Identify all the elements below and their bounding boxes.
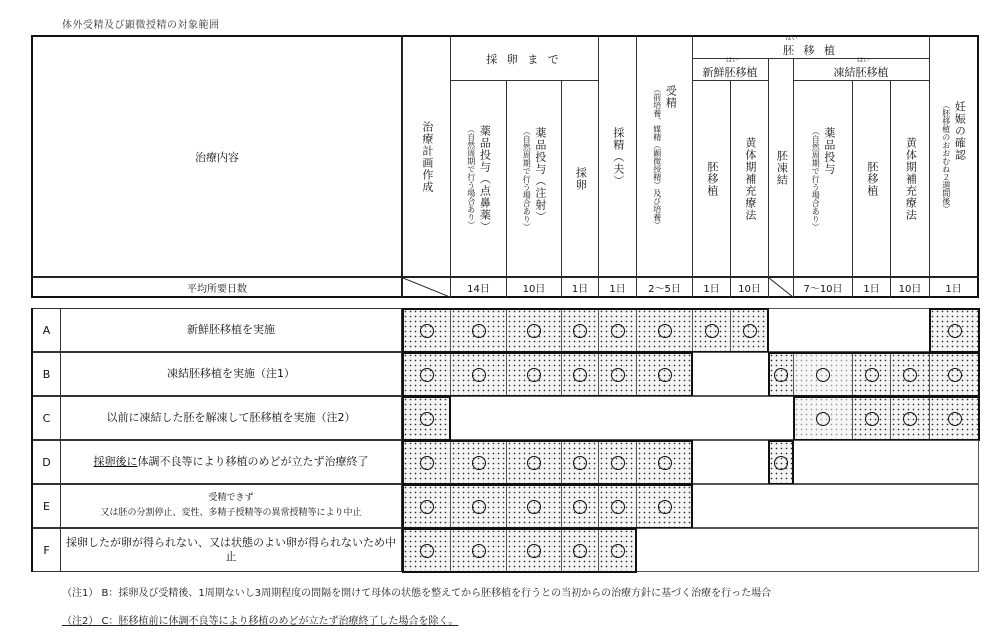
circle-mark-icon: [903, 368, 917, 382]
circle-mark-icon: [573, 368, 587, 382]
mark-cell: [506, 352, 562, 397]
mark-cell: [598, 440, 637, 485]
frozen-transfer-label: 凍結胚移植: [833, 66, 889, 79]
mark-cell: [450, 308, 507, 353]
col-fresh-transfer: 胚移植: [705, 160, 719, 197]
circle-mark-icon: [705, 324, 719, 338]
mark-cell: [402, 352, 451, 397]
circle-mark-icon: [658, 368, 672, 382]
mark-cell: [450, 528, 507, 573]
circle-mark-icon: [573, 456, 587, 470]
circle-mark-icon: [573, 324, 587, 338]
col-embryo-freezing: 胚凍結: [775, 149, 789, 186]
row-content: [60, 308, 402, 352]
circle-mark-icon: [774, 368, 788, 382]
mark-cell: [506, 484, 562, 529]
mark-cell: [598, 484, 637, 529]
mark-cell: [598, 308, 637, 353]
mark-cell: [768, 352, 794, 397]
row-label: E: [31, 484, 61, 528]
mark-cell: [636, 484, 693, 529]
days-fresh-transfer: 1日: [703, 284, 720, 295]
mark-cell: [692, 308, 731, 353]
circle-mark-icon: [948, 324, 962, 338]
mark-cell: [636, 308, 693, 353]
mark-cell: [929, 352, 980, 397]
treatment-content-header: 治療内容: [195, 150, 239, 164]
circle-mark-icon: [816, 412, 830, 426]
mark-cell: [506, 528, 562, 573]
col-frozen-drug: 薬品投与 （自然周期で行う場合あり）: [811, 126, 836, 231]
mark-cell: [730, 308, 769, 353]
circle-mark-icon: [865, 412, 879, 426]
mark-cell: [506, 440, 562, 485]
circle-mark-icon: [816, 368, 830, 382]
circle-mark-icon: [527, 456, 541, 470]
row-content-text: 以前に凍結した胚を解凍して胚移植を実施（注2）: [106, 411, 356, 425]
circle-mark-icon: [420, 368, 434, 382]
days-fresh-luteal: 10日: [738, 284, 761, 295]
circle-mark-icon: [948, 412, 962, 426]
ruby-hai: はい: [856, 57, 869, 64]
mark-cell: [561, 528, 599, 573]
ruby-hai: はい: [785, 35, 798, 42]
document-title: 体外受精及び顕微授精の対象範囲: [62, 20, 220, 31]
row-content-underlined: 採卵後に: [93, 455, 138, 469]
mark-cell: [506, 308, 562, 353]
days-sperm-collection: 1日: [609, 284, 626, 295]
col-pregnancy-check: 妊娠の確認 （胚移植のおおむね２週間後）: [941, 100, 967, 213]
group-until-egg-retrieval: 採 卵 ま で: [486, 52, 562, 66]
days-egg-retrieval: 1日: [571, 284, 589, 295]
circle-mark-icon: [903, 412, 917, 426]
row-content-text: 凍結胚移植を実施（注1）: [167, 367, 295, 381]
row-content: [60, 528, 402, 572]
circle-mark-icon: [611, 544, 625, 558]
mark-cell: [402, 440, 451, 485]
circle-mark-icon: [658, 456, 672, 470]
days-pregnancy-check: 1日: [945, 284, 962, 295]
mark-cell: [402, 396, 451, 441]
circle-mark-icon: [948, 368, 962, 382]
mark-cell: [402, 308, 451, 353]
embryo-transfer-label: 胚 移 植: [783, 44, 838, 57]
circle-mark-icon: [420, 412, 434, 426]
row-content-text: 体調不良等により移植のめどが立たず治療終了: [137, 455, 369, 469]
circle-mark-icon: [865, 368, 879, 382]
row-content: [60, 396, 402, 440]
circle-mark-icon: [611, 368, 625, 382]
days-frozen-drug: 7〜10日: [803, 284, 843, 295]
days-fertilization: 2〜5日: [648, 284, 681, 295]
circle-mark-icon: [774, 456, 788, 470]
days-drug-nasal: 14日: [467, 284, 490, 295]
mark-cell: [636, 352, 693, 397]
circle-mark-icon: [611, 324, 625, 338]
average-days-label: 平均所要日数: [187, 284, 247, 295]
circle-mark-icon: [472, 500, 486, 514]
circle-mark-icon: [472, 368, 486, 382]
mark-cell: [561, 308, 599, 353]
circle-mark-icon: [527, 368, 541, 382]
circle-mark-icon: [527, 544, 541, 558]
mark-cell: [852, 352, 891, 397]
col-frozen-transfer: 胚移植: [865, 160, 879, 197]
col-drug-injection: 薬品投与（注射） （自然周期で行う場合あり）: [522, 126, 547, 231]
circle-mark-icon: [420, 324, 434, 338]
mark-cell: [890, 396, 930, 441]
col-frozen-luteal: 黄体期補充療法: [904, 136, 918, 221]
circle-mark-icon: [743, 324, 757, 338]
circle-mark-icon: [573, 500, 587, 514]
circle-mark-icon: [611, 456, 625, 470]
circle-mark-icon: [611, 500, 625, 514]
days-frozen-luteal: 10日: [898, 284, 922, 295]
circle-mark-icon: [527, 324, 541, 338]
ruby-hai: はい: [725, 57, 738, 64]
mark-cell: [598, 528, 637, 573]
mark-cell: [852, 396, 891, 441]
mark-cell: [768, 440, 794, 485]
group-fresh-transfer: [692, 58, 768, 80]
mark-cell: [450, 484, 507, 529]
circle-mark-icon: [472, 324, 486, 338]
circle-mark-icon: [472, 456, 486, 470]
group-frozen-transfer: [793, 58, 929, 80]
col-egg-retrieval: 採卵: [574, 166, 588, 191]
mark-cell: [561, 440, 599, 485]
mark-cell: [929, 308, 980, 353]
note-2: （注2） C：胚移植前に体調不良等により移植のめどが立たず治療終了した場合を除く。: [62, 616, 459, 627]
row-content-text: 新鮮胚移植を実施: [187, 323, 275, 337]
mark-cell: [402, 528, 451, 573]
mark-cell: [636, 440, 693, 485]
mark-cell: [561, 352, 599, 397]
row-content-line1: 受精できず: [208, 492, 254, 503]
circle-mark-icon: [658, 324, 672, 338]
mark-cell: [929, 396, 980, 441]
circle-mark-icon: [573, 544, 587, 558]
row-label: B: [31, 352, 61, 396]
row-label: C: [31, 396, 61, 440]
row-content: [60, 484, 402, 528]
col-drug-nasal: 薬品投与（点鼻薬） （自然周期で行う場合あり）: [466, 124, 492, 233]
mark-cell: [450, 352, 507, 397]
days-drug-injection: 10日: [522, 284, 546, 295]
circle-mark-icon: [527, 500, 541, 514]
row-content-text: 採卵したが卵が得られない、又は状態のよい卵が得られないため中止: [66, 536, 396, 563]
mark-cell: [890, 352, 930, 397]
group-embryo-transfer: [692, 36, 929, 58]
row-label: A: [31, 308, 61, 352]
mark-cell: [561, 484, 599, 529]
fresh-transfer-label: 新鮮胚移植: [702, 66, 758, 79]
row-label: D: [31, 440, 61, 484]
row-content: [60, 440, 402, 484]
days-frozen-transfer: 1日: [863, 284, 880, 295]
circle-mark-icon: [420, 456, 434, 470]
mark-cell: [598, 352, 637, 397]
circle-mark-icon: [420, 500, 434, 514]
mark-cell: [793, 396, 853, 441]
table-left-border: [31, 308, 33, 572]
diagonal-slash: [769, 278, 793, 297]
col-fertilization: 受精 （前培養、媒精（顕微授精）及び培養）: [652, 84, 678, 229]
row-content: [60, 352, 402, 396]
note-1: （注1） B：採卵及び受精後、1周期ないし3周期程度の間隔を開けて母体の状態を整えてから胚移植を行うとの当初からの治療方針に基づく治療を行った場合: [62, 588, 772, 599]
mark-cell: [402, 484, 451, 529]
row-content-line2: 又は胚の分割停止、変性、多精子授精等の異常授精等により中止: [100, 508, 362, 518]
col-fresh-luteal: 黄体期補充療法: [743, 136, 757, 221]
circle-mark-icon: [420, 544, 434, 558]
row-label: F: [31, 528, 61, 572]
mark-cell: [450, 440, 507, 485]
col-sperm-collection: 採精（夫）: [611, 126, 625, 187]
mark-cell: [793, 352, 853, 397]
col-plan: 治療計画作成: [420, 120, 434, 193]
circle-mark-icon: [472, 544, 486, 558]
diagonal-slash: [403, 278, 450, 297]
circle-mark-icon: [658, 500, 672, 514]
